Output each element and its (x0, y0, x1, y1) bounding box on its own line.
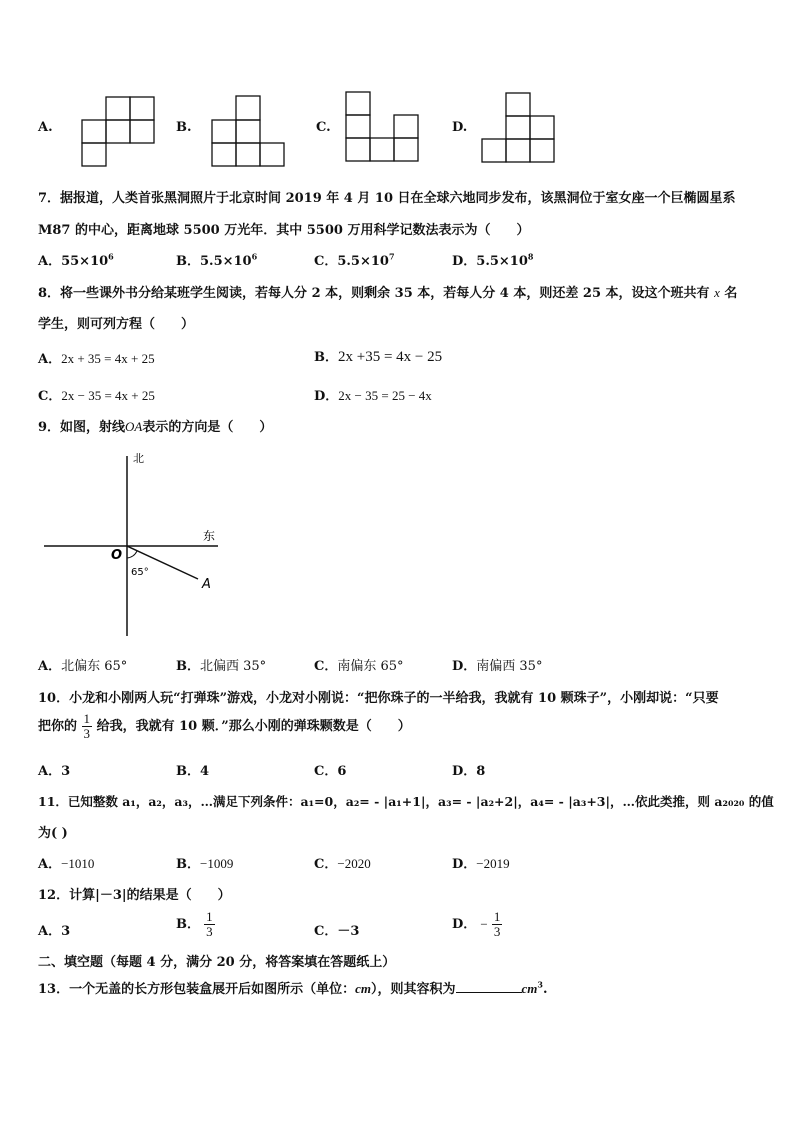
q10-option-a-label: A． (38, 764, 62, 779)
q10-option-b-label: B． (176, 764, 200, 779)
q12-option-b-fraction (204, 910, 215, 939)
q8-option-a (38, 348, 155, 367)
q11-stem-line2: 为( ) (38, 826, 68, 841)
q11-option-b (176, 853, 233, 872)
q13-stem-b: ），则其容积为 (370, 982, 456, 997)
q12-option-d-fraction (492, 910, 503, 939)
q7-option-a-label: A． (38, 254, 62, 269)
q13-unit-cubed: cm (521, 981, 538, 996)
section-2-heading: 二、填空题（每题 4 分，满分 20 分，将答案填在答题纸上） (38, 955, 396, 970)
q10-option-b-text: 4 (200, 764, 210, 779)
q7-option-a (38, 250, 114, 269)
q9-option-b-text: 北偏西 35° (200, 659, 267, 674)
q9-direction-figure (40, 448, 230, 640)
q7-option-d-base: 5.5×10 (476, 254, 528, 269)
q9-option-c-text: 南偏东 65° (337, 659, 404, 674)
q9-option-a-label: A． (38, 659, 62, 674)
q9-angle-arc (127, 551, 137, 558)
q7-option-a-exp: 6 (108, 251, 114, 262)
q8-stem-line1-a: 8．将一些课外书分给某班学生阅读，若每人分 2 本，则剩余 35 本，若每人分 4 本，则还差 25 本，设这个班共有 (38, 286, 710, 301)
q11-option-a-text: −1010 (61, 856, 95, 871)
q12-option-d-denominator: 3 (493, 924, 501, 939)
q6-option-c-label: C. (316, 120, 331, 135)
q7-option-a-base: 55×10 (61, 254, 109, 269)
q12-option-b-label: B． (176, 917, 200, 932)
q9-stem-b: 表示的方向是（ ） (142, 420, 273, 435)
q11-option-c-label: C． (314, 857, 338, 872)
q9-angle-label: 65° (131, 567, 149, 578)
q7-option-c-label: C． (314, 254, 338, 269)
q10-fraction-denominator: 3 (83, 726, 91, 741)
q7-option-c-exp: 7 (388, 251, 395, 262)
q13-answer-blank (456, 980, 522, 993)
q7-option-c-base: 5.5×10 (337, 254, 389, 269)
q6-option-a-net (80, 96, 158, 168)
question-13 (38, 978, 548, 997)
q8-option-c-expr: 2x − 35 = 4x + 25 (61, 388, 155, 403)
q9-option-c (314, 655, 404, 674)
q10-option-b (176, 760, 209, 779)
q11-option-d (452, 853, 510, 872)
q12-option-a (38, 920, 70, 939)
q11-option-b-text: −1009 (200, 856, 234, 871)
q12-option-c (314, 920, 359, 939)
q9-stem (38, 416, 272, 435)
q8-option-c-label: C． (38, 389, 62, 404)
q11-option-c (314, 853, 371, 872)
q11-option-d-text: −2019 (476, 856, 510, 871)
q7-option-c (314, 250, 395, 269)
q12-option-d-sign: − (480, 916, 488, 932)
q9-east-label: 东 (203, 529, 216, 543)
q10-option-c-text: 6 (337, 764, 347, 779)
q9-option-d (452, 655, 542, 674)
q6-option-c-net (344, 90, 422, 164)
q10-fraction-numerator: 1 (83, 711, 91, 726)
q8-variable: x (714, 285, 720, 300)
q8-option-d-label: D． (314, 389, 339, 404)
q9-option-d-text: 南偏西 35° (476, 659, 543, 674)
q8-option-c (38, 385, 155, 404)
q11-option-a (38, 853, 94, 872)
q12-option-a-label: A． (38, 924, 62, 939)
q9-origin-label: O (111, 548, 123, 563)
q7-stem-line2: M87 的中心，距离地球 5500 万光年．其中 5500 万用科学记数法表示为（ ） (38, 223, 530, 238)
q9-stem-a: 9．如图，射线 (38, 420, 126, 435)
q10-stem-line2-a: 把你的 (38, 719, 78, 734)
q7-stem-line1: 7．据报道，人类首张黑洞照片于北京时间 2019 年 4 月 10 日在全球六地同步发布，该黑洞位于室女座一个巨椭圆星系 (38, 191, 736, 206)
q8-option-d (314, 385, 432, 404)
q10-option-a (38, 760, 70, 779)
q7-option-b-base: 5.5×10 (200, 254, 252, 269)
q11-option-c-text: −2020 (337, 856, 371, 871)
q12-option-d-numerator: 1 (493, 909, 501, 924)
q10-option-c (314, 760, 346, 779)
q10-option-a-text: 3 (61, 764, 71, 779)
q8-stem-line1 (38, 282, 737, 301)
q10-option-c-label: C． (314, 764, 338, 779)
q11-option-b-label: B． (176, 857, 200, 872)
q13-unit-exponent: 3 (537, 979, 543, 990)
q9-option-b (176, 655, 266, 674)
q8-option-b-expr: 2x +35 = 4x − 25 (338, 349, 443, 365)
q9-option-a-text: 北偏东 65° (61, 659, 128, 674)
q8-option-b (314, 346, 442, 366)
q13-unit: cm (355, 981, 371, 996)
q12-option-c-label: C． (314, 924, 338, 939)
q9-option-b-label: B． (176, 659, 200, 674)
q11-option-a-label: A． (38, 857, 62, 872)
q12-stem: 12．计算|－3|的结果是（ ） (38, 888, 231, 903)
q12-option-d-label: D． (452, 917, 477, 932)
q12-option-b-numerator: 1 (206, 909, 213, 924)
q8-option-a-expr: 2x + 35 = 4x + 25 (61, 351, 155, 366)
q8-option-a-label: A． (38, 352, 62, 367)
q7-option-d (452, 250, 533, 269)
q10-option-d-text: 8 (476, 764, 486, 779)
q11-option-d-label: D． (452, 857, 477, 872)
q8-stem-line2: 学生，则可列方程（ ） (38, 317, 195, 332)
q9-point-label: A (202, 577, 211, 592)
q7-option-d-exp: 8 (527, 251, 534, 262)
q12-option-a-text: 3 (61, 924, 71, 939)
q7-option-b-label: B． (176, 254, 200, 269)
q7-option-b (176, 250, 257, 269)
q9-option-d-label: D． (452, 659, 477, 674)
q13-end: . (542, 982, 548, 997)
q12-option-b (176, 910, 215, 939)
q6-option-d-label: D. (452, 120, 468, 135)
q13-stem-a: 13．一个无盖的长方形包装盒展开后如图所示（单位： (38, 982, 356, 997)
q9-ray: OA (125, 419, 143, 434)
q9-option-c-label: C． (314, 659, 338, 674)
q6-option-b-label: B. (176, 120, 192, 135)
q10-stem-line2 (38, 712, 411, 741)
q11-stem-line1: 11．已知整数 a₁，a₂，a₃，…满足下列条件：a₁=0，a₂= - |a₁+1|，a₃= - |a₂+2|，a₄= - |a₃+3|，…依此类推，则 a₂₀₂₀ 的值 (38, 794, 774, 809)
q7-option-d-label: D． (452, 254, 477, 269)
q9-option-a (38, 655, 127, 674)
q12-option-c-text: －3 (337, 924, 360, 939)
q8-stem-line1-b: 名 (724, 286, 738, 301)
q9-north-label: 北 (133, 452, 144, 465)
q12-option-b-denominator: 3 (206, 924, 213, 939)
q6-option-a-label: A. (38, 120, 53, 135)
q10-fraction (82, 712, 93, 741)
q10-option-d (452, 760, 485, 779)
q6-option-b-net (210, 94, 290, 168)
q8-option-d-expr: 2x − 35 = 25 − 4x (338, 388, 432, 403)
q12-option-d (452, 910, 502, 939)
q6-option-d-net (480, 92, 558, 166)
q10-stem-line1: 10．小龙和小刚两人玩“打弹珠”游戏，小龙对小刚说：“把你珠子的一半给我，我就有 10 颗珠子”，小刚却说：“只要 (38, 691, 719, 706)
q8-option-b-label: B． (314, 350, 338, 365)
q10-option-d-label: D． (452, 764, 477, 779)
q10-stem-line2-b: 给我，我就有 10 颗．”那么小刚的弹珠颗数是（ ） (96, 719, 411, 734)
q7-option-b-exp: 6 (251, 251, 258, 262)
